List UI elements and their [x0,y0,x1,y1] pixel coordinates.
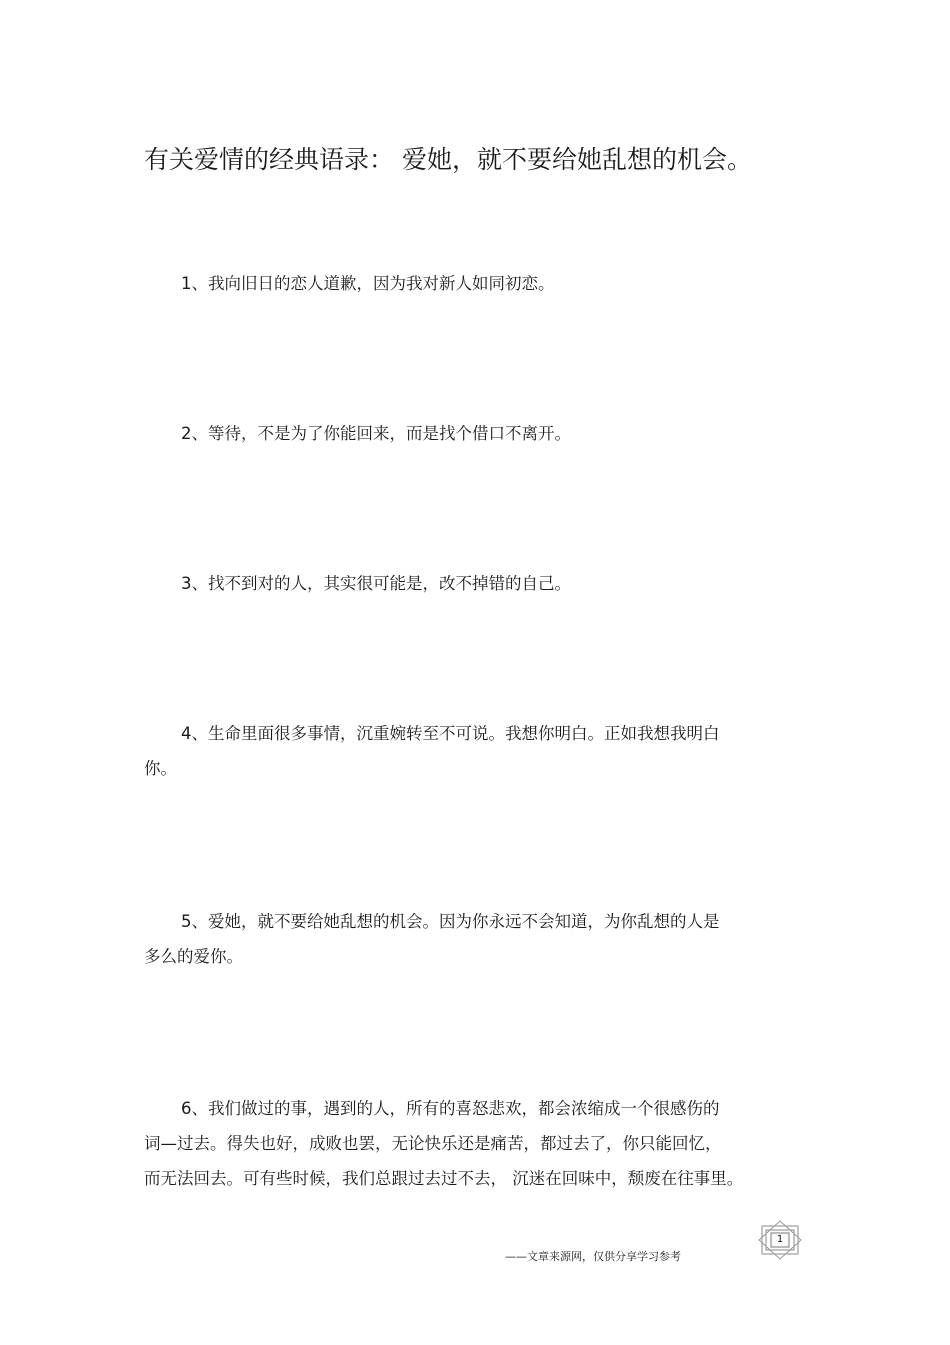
quote-line: 1、我向旧日的恋人道歉，因为我对新人如同初恋。 [181,274,555,293]
page-number-badge [756,1220,804,1260]
quote-line: 词—过去。得失也好，成败也罢，无论快乐还是痛苦，都过去了，你只能回忆， [144,1134,722,1153]
quote-line: 5、爱她，就不要给她乱想的机会。因为你永远不会知道，为你乱想的人是 [181,912,720,931]
quote-line: 2、等待，不是为了你能回来，而是找个借口不离开。 [181,424,571,443]
document-title: 有关爱情的经典语录： 爱她，就不要给她乱想的机会。 [144,145,752,174]
quote-paragraph-3 [144,566,794,601]
quote-paragraph-4 [144,716,794,786]
quote-line: 6、我们做过的事，遇到的人，所有的喜怒悲欢，都会浓缩成一个很感伤的 [181,1099,720,1118]
quote-paragraph-2 [144,416,794,451]
quote-paragraph-1 [144,266,794,301]
footer-source-note: ——文章来源网，仅供分享学习参考 [505,1250,681,1263]
quote-line: 3、找不到对的人，其实很可能是，改不掉错的自己。 [181,574,571,593]
quote-line: 多么的爱你。 [144,947,243,966]
quote-paragraph-6 [144,1091,794,1196]
quote-paragraph-5 [144,904,794,974]
quote-line: 而无法回去。可有些时候，我们总跟过去过不去， 沉迷在回味中，颓废在往事里。 [144,1169,744,1188]
quote-line: 4、生命里面很多事情，沉重婉转至不可说。我想你明白。正如我想我明白 [181,724,720,743]
page-number: 1 [776,1234,784,1245]
quote-line: 你。 [144,759,177,778]
